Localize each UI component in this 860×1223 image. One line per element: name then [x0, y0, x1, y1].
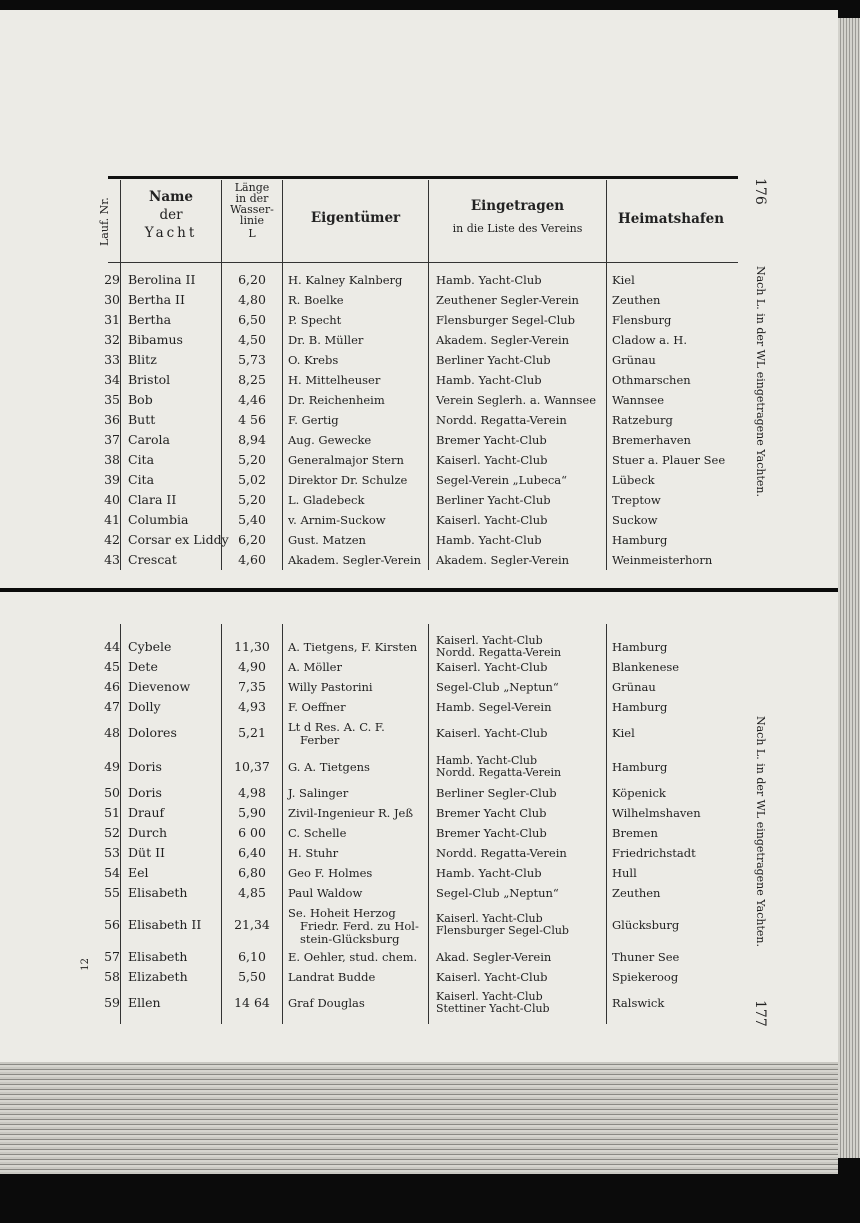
table-row	[100, 970, 740, 990]
cell-nr: 59	[104, 995, 120, 1010]
page-number: 177	[752, 1000, 768, 1027]
cell-name: Butt	[128, 412, 156, 427]
cell-nr: 46	[104, 679, 120, 694]
page-177	[0, 592, 838, 1062]
cell-registered: Verein Seglerh. a. Wannsee	[436, 393, 597, 407]
cell-nr: 52	[104, 825, 120, 840]
header-length-line4: linie	[239, 214, 265, 227]
cell-home: Flensburg	[612, 313, 672, 327]
cell-owner: Willy Pastorini	[288, 680, 373, 694]
cell-owner: F. Gertig	[288, 413, 339, 427]
cell-owner: P. Specht	[288, 313, 342, 327]
cell-registered: Segel-Club „Neptun“	[436, 680, 559, 694]
cell-owner: O. Krebs	[288, 353, 339, 367]
cell-length: 21,34	[234, 917, 270, 932]
cell-nr: 47	[104, 699, 120, 714]
table-row	[100, 680, 740, 700]
cell-nr: 48	[104, 725, 120, 740]
cell-owner: H. Mittelheuser	[288, 373, 381, 387]
cell-home: Bremen	[612, 826, 658, 840]
cell-nr: 40	[104, 492, 120, 507]
cell-owner: Graf Douglas	[288, 996, 365, 1010]
cell-registered: Segel-Verein „Lubeca“	[436, 473, 568, 487]
header-registered-line1: Eingetragen	[470, 198, 565, 214]
table-row	[100, 904, 740, 946]
cell-name: Carola	[128, 432, 170, 447]
table-row	[100, 373, 740, 393]
header-name-line2: der	[159, 207, 183, 223]
cell-owner: Se. Hoheit Herzog	[288, 906, 396, 920]
cell-nr: 44	[104, 639, 120, 654]
cell-owner: Lt d Res. A. C. F.	[288, 720, 385, 734]
cell-name: Cita	[128, 472, 155, 487]
page-number: 176	[752, 178, 768, 205]
cell-registered-2: Stettiner Yacht-Club	[436, 1002, 550, 1015]
table-row	[100, 513, 740, 533]
cell-length: 6,20	[238, 272, 266, 287]
cell-home: Zeuthen	[612, 886, 661, 900]
cell-registered: Akadem. Segler-Verein	[436, 333, 570, 347]
cell-nr: 41	[104, 512, 120, 527]
cell-name: Dolores	[128, 725, 177, 740]
cell-owner: Direktor Dr. Schulze	[288, 473, 408, 487]
cell-registered: Berliner Yacht-Club	[436, 353, 551, 367]
book-side-edge	[838, 18, 860, 1158]
cell-length: 4,80	[238, 292, 266, 307]
cell-nr: 34	[104, 372, 120, 387]
cell-registered: Hamb. Yacht-Club	[436, 866, 542, 880]
table-row	[100, 846, 740, 866]
cell-length: 4,85	[238, 885, 266, 900]
cell-home: Weinmeisterhorn	[612, 553, 713, 567]
cell-nr: 57	[104, 949, 120, 964]
cell-registered: Kaiserl. Yacht-Club	[436, 660, 548, 674]
cell-owner: Dr. B. Müller	[288, 333, 364, 347]
table-row	[100, 720, 740, 748]
cell-nr: 33	[104, 352, 120, 367]
header-length-line5: L	[248, 227, 256, 240]
cell-nr: 32	[104, 332, 120, 347]
cell-name: Bob	[128, 392, 153, 407]
cell-length: 4,50	[238, 332, 266, 347]
cell-name: Dete	[128, 659, 158, 674]
table-row	[100, 988, 740, 1016]
header-registered-line2: in die Liste des Vereins	[452, 222, 583, 235]
cell-owner: E. Oehler, stud. chem.	[288, 950, 418, 964]
cell-home: Othmarschen	[612, 373, 691, 387]
cell-home: Friedrichstadt	[612, 846, 696, 860]
cell-nr: 55	[104, 885, 120, 900]
cell-nr: 37	[104, 432, 120, 447]
table-row	[100, 786, 740, 806]
cell-registered: Hamb. Yacht-Club	[436, 533, 542, 547]
cell-length: 6,80	[238, 865, 266, 880]
table-row	[100, 413, 740, 433]
cell-length: 6,50	[238, 312, 266, 327]
cell-home: Grünau	[612, 680, 656, 694]
cell-registered: Kaiserl. Yacht-Club	[436, 912, 543, 925]
cell-owner: A. Tietgens, F. Kirsten	[288, 640, 418, 654]
cell-length: 7,35	[238, 679, 266, 694]
cell-name: Blitz	[128, 352, 157, 367]
cell-length: 5,40	[238, 512, 266, 527]
table-row	[100, 353, 740, 373]
cell-length: 5,20	[238, 492, 266, 507]
cell-nr: 54	[104, 865, 120, 880]
cell-registered: Zeuthener Segler-Verein	[436, 293, 579, 307]
cell-home: Hamburg	[612, 700, 668, 714]
cell-nr: 42	[104, 532, 120, 547]
cell-length: 5,21	[238, 725, 266, 740]
cell-registered: Hamb. Segel-Verein	[436, 700, 552, 714]
cell-name: Columbia	[128, 512, 189, 527]
cell-length: 8,25	[238, 372, 266, 387]
cell-home: Hamburg	[612, 533, 668, 547]
cell-home: Köpenick	[612, 786, 666, 800]
cell-nr: 50	[104, 785, 120, 800]
cell-length: 5,73	[238, 352, 266, 367]
cell-registered: Kaiserl. Yacht-Club	[436, 970, 548, 984]
cell-owner: v. Arnim-Suckow	[288, 513, 386, 527]
cell-nr: 38	[104, 452, 120, 467]
cell-registered: Bremer Yacht Club	[436, 806, 547, 820]
cell-registered: Nordd. Regatta-Verein	[436, 846, 567, 860]
header-name-line3: Yacht	[144, 225, 198, 241]
table-row	[100, 660, 740, 680]
cell-length: 4,46	[238, 392, 266, 407]
cell-home: Spiekeroog	[612, 970, 679, 984]
cell-home: Thuner See	[612, 950, 680, 964]
cell-name: Bertha II	[128, 292, 185, 307]
cell-length: 5,20	[238, 452, 266, 467]
cell-owner: Generalmajor Stern	[288, 453, 404, 467]
cell-registered: Hamb. Yacht-Club	[436, 754, 538, 767]
cell-name: Doris	[128, 785, 162, 800]
cell-owner-2: Friedr. Ferd. zu Hol-	[300, 919, 419, 933]
cell-name: Elizabeth	[128, 969, 188, 984]
table-row	[100, 700, 740, 720]
cell-home: Grünau	[612, 353, 656, 367]
cell-nr: 51	[104, 805, 120, 820]
cell-name: Berolina II	[128, 272, 196, 287]
table-row	[100, 826, 740, 846]
table-row	[100, 553, 740, 573]
cell-owner: Paul Waldow	[288, 886, 363, 900]
cell-registered: Kaiserl. Yacht-Club	[436, 726, 548, 740]
cell-home: Zeuthen	[612, 293, 661, 307]
cell-length: 6,10	[238, 949, 266, 964]
cell-length: 6 00	[238, 825, 266, 840]
cell-length: 5,90	[238, 805, 266, 820]
table-row	[100, 886, 740, 906]
cell-name: Dievenow	[128, 679, 191, 694]
table-row	[100, 273, 740, 293]
cell-registered-2: Nordd. Regatta-Verein	[436, 646, 562, 659]
cell-home: Hamburg	[612, 760, 668, 774]
cell-home: Stuer a. Plauer See	[612, 453, 726, 467]
cell-home: Cladow a. H.	[612, 333, 687, 347]
cell-owner: F. Oeffner	[288, 700, 346, 714]
cell-name: Elisabeth	[128, 949, 188, 964]
cell-name: Cybele	[128, 639, 172, 654]
cell-name: Düt II	[128, 845, 165, 860]
cell-length: 4,60	[238, 552, 266, 567]
cell-registered: Bremer Yacht-Club	[436, 826, 547, 840]
cell-name: Bristol	[128, 372, 171, 387]
table-row	[100, 634, 740, 662]
cell-owner: Landrat Budde	[288, 970, 376, 984]
cell-registered: Flensburger Segel-Club	[436, 313, 576, 327]
cell-registered: Segel-Club „Neptun“	[436, 886, 559, 900]
header-nr: Lauf. Nr.	[98, 197, 111, 247]
cell-owner: Aug. Gewecke	[288, 433, 372, 447]
cell-home: Treptow	[612, 493, 661, 507]
table-row	[100, 453, 740, 473]
cell-home: Suckow	[612, 513, 658, 527]
cell-length: 5,50	[238, 969, 266, 984]
cell-name: Durch	[128, 825, 168, 840]
cell-length: 5,02	[238, 472, 266, 487]
table-row	[100, 433, 740, 453]
cell-length: 10,37	[234, 759, 270, 774]
cell-owner-2: Ferber	[300, 733, 340, 747]
cell-nr: 53	[104, 845, 120, 860]
cell-home: Kiel	[612, 273, 635, 287]
cell-name: Elisabeth II	[128, 917, 202, 932]
table-row	[100, 333, 740, 353]
table-top-rule	[108, 176, 738, 179]
cell-registered: Hamb. Yacht-Club	[436, 373, 542, 387]
cell-home: Hamburg	[612, 640, 668, 654]
cell-registered: Berliner Segler-Club	[436, 786, 557, 800]
header-length-line1: Länge	[234, 181, 270, 194]
cell-home: Ratzeburg	[612, 413, 673, 427]
cell-name: Crescat	[128, 552, 177, 567]
cell-owner-3: stein-Glücksburg	[300, 932, 400, 946]
cell-owner: C. Schelle	[288, 826, 347, 840]
cell-owner: R. Boelke	[288, 293, 344, 307]
margin-signature-mark: 12	[80, 958, 91, 971]
table-row	[100, 473, 740, 493]
cell-registered: Akadem. Segler-Verein	[436, 553, 570, 567]
table-row	[100, 950, 740, 970]
cell-registered: Kaiserl. Yacht-Club	[436, 513, 548, 527]
cell-nr: 45	[104, 659, 120, 674]
cell-owner: Zivil-Ingenieur R. Jeß	[288, 806, 414, 820]
cell-length: 4,93	[238, 699, 266, 714]
book-page-edges	[0, 1062, 838, 1174]
cell-nr: 31	[104, 312, 120, 327]
cell-length: 11,30	[234, 639, 270, 654]
side-running-title: Nach L. in der WL eingetragene Yachten.	[754, 716, 767, 947]
cell-length: 6,40	[238, 845, 266, 860]
header-owner: Eigentümer	[310, 210, 401, 226]
cell-nr: 56	[104, 917, 120, 932]
cell-nr: 29	[104, 272, 120, 287]
cell-registered-2: Nordd. Regatta-Verein	[436, 766, 562, 779]
cell-name: Dolly	[128, 699, 161, 714]
cell-length: 4 56	[238, 412, 266, 427]
table-row	[100, 806, 740, 826]
cell-registered: Nordd. Regatta-Verein	[436, 413, 567, 427]
table-row	[100, 313, 740, 333]
cell-name: Cita	[128, 452, 155, 467]
cell-registered: Bremer Yacht-Club	[436, 433, 547, 447]
cell-name: Eel	[128, 865, 149, 880]
cell-home: Hull	[612, 866, 637, 880]
cell-nr: 43	[104, 552, 120, 567]
cell-name: Drauf	[128, 805, 165, 820]
cell-registered: Kaiserl. Yacht-Club	[436, 990, 543, 1003]
cell-registered: Hamb. Yacht-Club	[436, 273, 542, 287]
table-row	[100, 493, 740, 513]
table-row	[100, 393, 740, 413]
cell-registered: Kaiserl. Yacht-Club	[436, 453, 548, 467]
cell-registered: Akad. Segler-Verein	[436, 950, 552, 964]
cell-name: Doris	[128, 759, 162, 774]
header-name-line1: Name	[149, 189, 193, 205]
cell-length: 6,20	[238, 532, 266, 547]
header-length-line3: Wasser-	[230, 203, 274, 216]
table-row	[100, 533, 740, 553]
cell-home: Blankenese	[612, 660, 680, 674]
cell-nr: 30	[104, 292, 120, 307]
cell-nr: 39	[104, 472, 120, 487]
cell-nr: 35	[104, 392, 120, 407]
cell-length: 4,98	[238, 785, 266, 800]
table-row	[100, 752, 740, 782]
cell-length: 4,90	[238, 659, 266, 674]
cell-home: Bremerhaven	[612, 433, 691, 447]
header-length	[222, 182, 282, 239]
side-running-title: Nach L. in der WL eingetragene Yachten.	[754, 266, 767, 497]
cell-registered: Kaiserl. Yacht-Club	[436, 634, 543, 647]
cell-name: Ellen	[128, 995, 161, 1010]
cell-owner: Akadem. Segler-Verein	[288, 553, 422, 567]
cell-home: Kiel	[612, 726, 635, 740]
cell-home: Wannsee	[612, 393, 665, 407]
cell-owner: L. Gladebeck	[288, 493, 365, 507]
cell-nr: 36	[104, 412, 120, 427]
table-row	[100, 866, 740, 886]
cell-name: Corsar ex Liddy	[128, 532, 229, 547]
cell-nr: 49	[104, 759, 120, 774]
cell-home: Lübeck	[612, 473, 655, 487]
cell-owner: Gust. Matzen	[288, 533, 366, 547]
cell-owner: Dr. Reichenheim	[288, 393, 385, 407]
header-length-line2: in der	[235, 192, 269, 205]
cell-name: Bertha	[128, 312, 172, 327]
cell-length: 14 64	[234, 995, 270, 1010]
cell-owner: H. Stuhr	[288, 846, 339, 860]
page-176	[0, 10, 838, 588]
cell-owner: H. Kalney Kalnberg	[288, 273, 403, 287]
header-name	[122, 188, 220, 242]
cell-name: Clara II	[128, 492, 177, 507]
cell-name: Elisabeth	[128, 885, 188, 900]
cell-home: Glücksburg	[612, 918, 680, 932]
cell-owner: J. Salinger	[288, 786, 349, 800]
cell-owner: Geo F. Holmes	[288, 866, 373, 880]
cell-registered-2: Flensburger Segel-Club	[436, 924, 569, 937]
cell-nr: 58	[104, 969, 120, 984]
cell-name: Bibamus	[128, 332, 183, 347]
header-divider	[108, 262, 738, 263]
cell-length: 8,94	[238, 432, 266, 447]
cell-home: Wilhelmshaven	[612, 806, 701, 820]
header-home: Heimatshafen	[617, 211, 725, 227]
cell-owner: A. Möller	[288, 660, 342, 674]
header-registered	[429, 198, 606, 235]
cell-owner: G. A. Tietgens	[288, 760, 370, 774]
table-row	[100, 293, 740, 313]
cell-home: Ralswick	[612, 996, 665, 1010]
cell-registered: Berliner Yacht-Club	[436, 493, 551, 507]
